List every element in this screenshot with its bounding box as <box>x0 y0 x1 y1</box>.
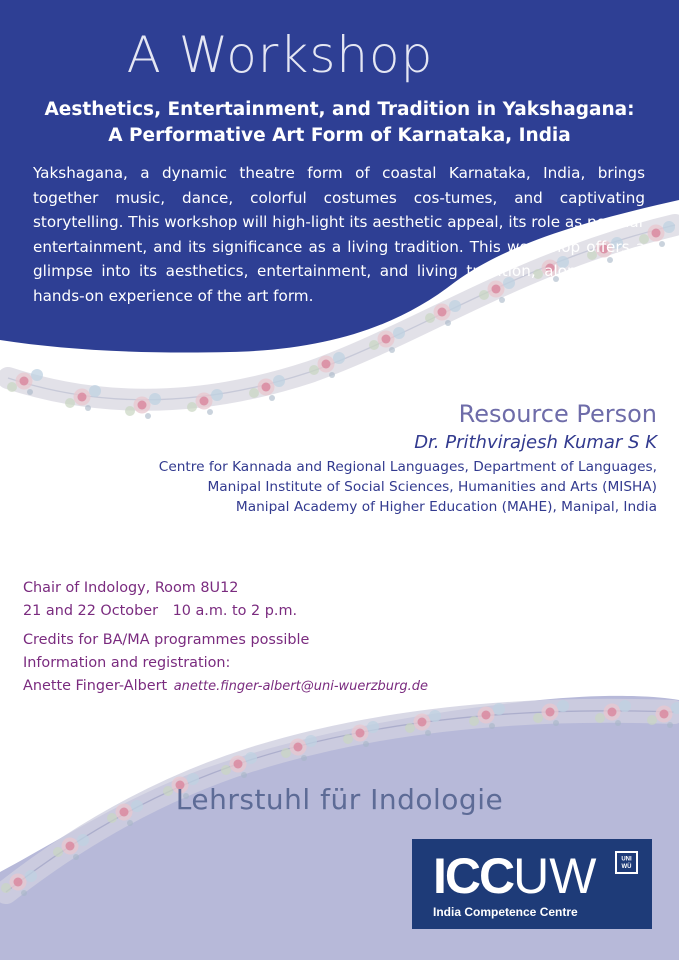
resource-affiliation-line3: Manipal Academy of Higher Education (MAHE), Manipal, India <box>235 499 657 515</box>
workshop-time: 10 a.m. to 2 p.m. <box>172 603 298 619</box>
workshop-subtitle-line2: A Performative Art Form of Karnataka, India <box>108 125 571 146</box>
resource-affiliation-line1: Centre for Kannada and Regional Languages, Department of Languages, <box>158 459 657 475</box>
logo-icc: ICC <box>433 848 514 904</box>
schedule <box>23 603 297 619</box>
logo-wordmark <box>433 848 597 904</box>
university-mark-icon <box>615 851 638 874</box>
contact <box>23 678 428 694</box>
contact-name: Anette Finger-Albert <box>23 678 168 694</box>
workshop-title: A Workshop <box>126 26 434 84</box>
uni-mark-line1: UNI <box>621 856 632 863</box>
resource-person-heading: Resource Person <box>458 400 657 428</box>
workshop-dates: 21 and 22 October <box>23 603 159 619</box>
workshop-subtitle-line1: Aesthetics, Entertainment, and Tradition in Yakshagana: <box>44 99 635 120</box>
iccuw-logo <box>412 839 652 929</box>
workshop-description: Yakshagana, a dynamic theatre form of coastal Karnataka, India, brings together music, dance, colorful costumes cos-tumes, and captivating storytelling. This workshop will high-light its aesthetic appeal, its role as popular entertainment, and its significance as a living tradition. This workshop offers a glimpse into its aesthetics, entertainment, and living tradition, along with a hands-on experience of the art form. <box>33 164 645 305</box>
uni-mark-line2: WÜ <box>621 864 632 870</box>
contact-email[interactable]: anette.finger-albert@uni-wuerzburg.de <box>173 679 429 694</box>
chair-name: Lehrstuhl für Indologie <box>175 783 504 816</box>
resource-person-name: Dr. Prithvirajesh Kumar S K <box>414 432 657 453</box>
logo-subtitle: India Competence Centre <box>433 905 578 919</box>
venue: Chair of Indology, Room 8U12 <box>23 580 239 596</box>
resource-affiliation-line2: Manipal Institute of Social Sciences, Humanities and Arts (MISHA) <box>207 479 657 495</box>
registration-info: Information and registration: <box>23 655 231 671</box>
logo-uw: UW <box>513 848 597 904</box>
credits-note: Credits for BA/MA programmes possible <box>23 632 310 648</box>
